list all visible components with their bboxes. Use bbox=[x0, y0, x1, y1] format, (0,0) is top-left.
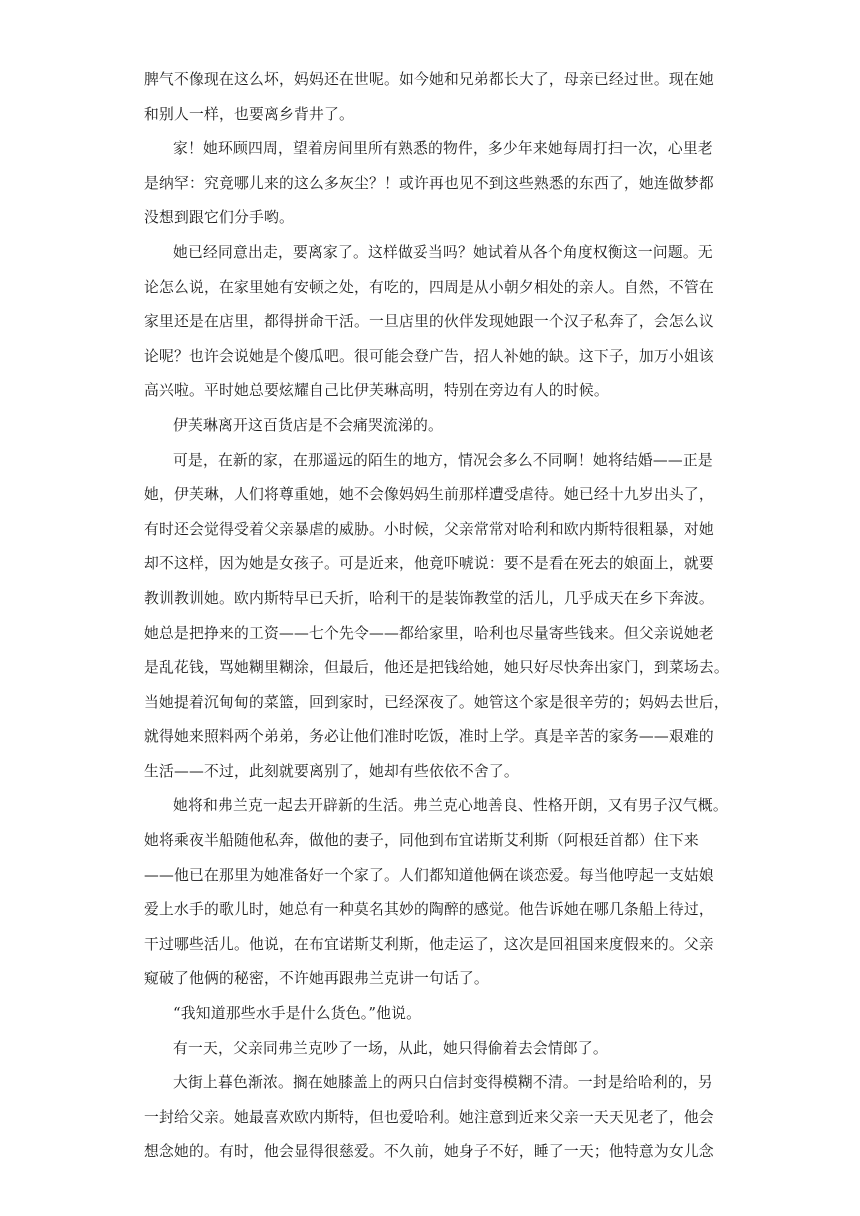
text-line: 家里还是在店里，都得拼命干活。一旦店里的伙伴发现她跟一个汉子私奔了，会怎么议 bbox=[144, 313, 714, 331]
text-line: 一封给父亲。她最喜欢欧内斯特，但也爱哈利。她注意到近来父亲一天天见老了，他会 bbox=[144, 1108, 714, 1126]
text-line: 有时还会觉得受着父亲暴虐的威胁。小时候，父亲常常对哈利和欧内斯特很粗暴，对她 bbox=[144, 520, 714, 538]
text-line: 有一天，父亲同弗兰克吵了一场，从此，她只得偷着去会情郎了。 bbox=[173, 1039, 608, 1057]
text-line: 想念她的。有时，他会显得很慈爱。不久前，她身子不好，睡了一天；他特意为女儿念 bbox=[144, 1143, 714, 1161]
text-line: 当她提着沉甸甸的菜篮，回到家时，已经深夜了。她管这个家是很辛劳的；妈妈去世后， bbox=[144, 693, 729, 711]
text-line: 是纳罕：究竟哪儿来的这么多灰尘？！或许再也见不到这些熟悉的东西了，她连做梦都 bbox=[144, 174, 714, 192]
text-line: ——他已在那里为她准备好一个家了。人们都知道他俩在谈恋爱。每当他哼起一支姑娘 bbox=[144, 866, 714, 884]
text-line: 家！她环顾四周，望着房间里所有熟悉的物件，多少年来她每周打扫一次，心里老 bbox=[173, 140, 713, 158]
text-line: 没想到跟它们分手哟。 bbox=[144, 209, 294, 227]
text-line: 是乱花钱，骂她糊里糊涂，但最后，他还是把钱给她，她只好尽快奔出家门，到菜场去。 bbox=[144, 659, 729, 677]
text-line: 她将和弗兰克一起去开辟新的生活。弗兰克心地善良、性格开朗，又有男子汉气概。 bbox=[173, 797, 728, 815]
document-page bbox=[144, 63, 729, 1170]
text-line: 干过哪些活儿。他说，在布宜诺斯艾利斯，他走运了，这次是回祖国来度假来的。父亲 bbox=[144, 935, 714, 953]
text-line: 和别人一样，也要离乡背井了。 bbox=[144, 105, 354, 123]
text-line: 窥破了他俩的秘密，不许她再跟弗兰克讲一句话了。 bbox=[144, 970, 489, 988]
text-line: 爱上水手的歌儿时，她总有一种莫名其妙的陶醉的感觉。他告诉她在哪几条船上待过， bbox=[144, 901, 714, 919]
text-line: 高兴啦。平时她总要炫耀自己比伊芙琳高明，特别在旁边有人的时候。 bbox=[144, 382, 609, 400]
text-line: 她总是把挣来的工资——七个先令——都给家里，哈利也尽量寄些钱来。但父亲说她老 bbox=[144, 624, 714, 642]
text-line: 论呢？也许会说她是个傻瓜吧。很可能会登广告，招人补她的缺。这下子，加万小姐该 bbox=[144, 347, 714, 365]
text-line: “我知道那些水手是什么货色。”他说。 bbox=[173, 1005, 422, 1023]
text-line: 她，伊芙琳，人们将尊重她，她不会像妈妈生前那样遭受虐待。她已经十九岁出头了， bbox=[144, 486, 714, 504]
text-line: 伊芙琳离开这百货店是不会痛哭流涕的。 bbox=[173, 416, 443, 434]
text-line: 她将乘夜半船随他私奔，做他的妻子，同他到布宜诺斯艾利斯（阿根廷首都）住下来 bbox=[144, 832, 699, 850]
text-line: 就得她来照料两个弟弟，务必让他们准时吃饭，准时上学。真是辛苦的家务——艰难的 bbox=[144, 728, 714, 746]
text-line: 却不这样，因为她是女孩子。可是近来，他竟吓唬说：要不是看在死去的娘面上，就要 bbox=[144, 555, 714, 573]
text-line: 教训教训她。欧内斯特早已夭折，哈利干的是装饰教堂的活儿，几乎成天在乡下奔波。 bbox=[144, 589, 714, 607]
text-line: 大街上暮色渐浓。搁在她膝盖上的两只白信封变得模糊不清。一封是给哈利的，另 bbox=[173, 1074, 713, 1092]
text-line: 她已经同意出走，要离家了。这样做妥当吗？她试着从各个角度权衡这一问题。无 bbox=[173, 243, 713, 261]
text-line: 脾气不像现在这么坏，妈妈还在世呢。如今她和兄弟都长大了，母亲已经过世。现在她 bbox=[144, 71, 714, 88]
text-line: 论怎么说，在家里她有安顿之处，有吃的，四周是从小朝夕相处的亲人。自然，不管在 bbox=[144, 278, 714, 296]
text-line: 生活——不过，此刻就要离别了，她却有些依依不舍了。 bbox=[144, 762, 519, 780]
text-line: 可是，在新的家，在那遥远的陌生的地方，情况会多么不同啊！她将结婚——正是 bbox=[173, 451, 713, 469]
